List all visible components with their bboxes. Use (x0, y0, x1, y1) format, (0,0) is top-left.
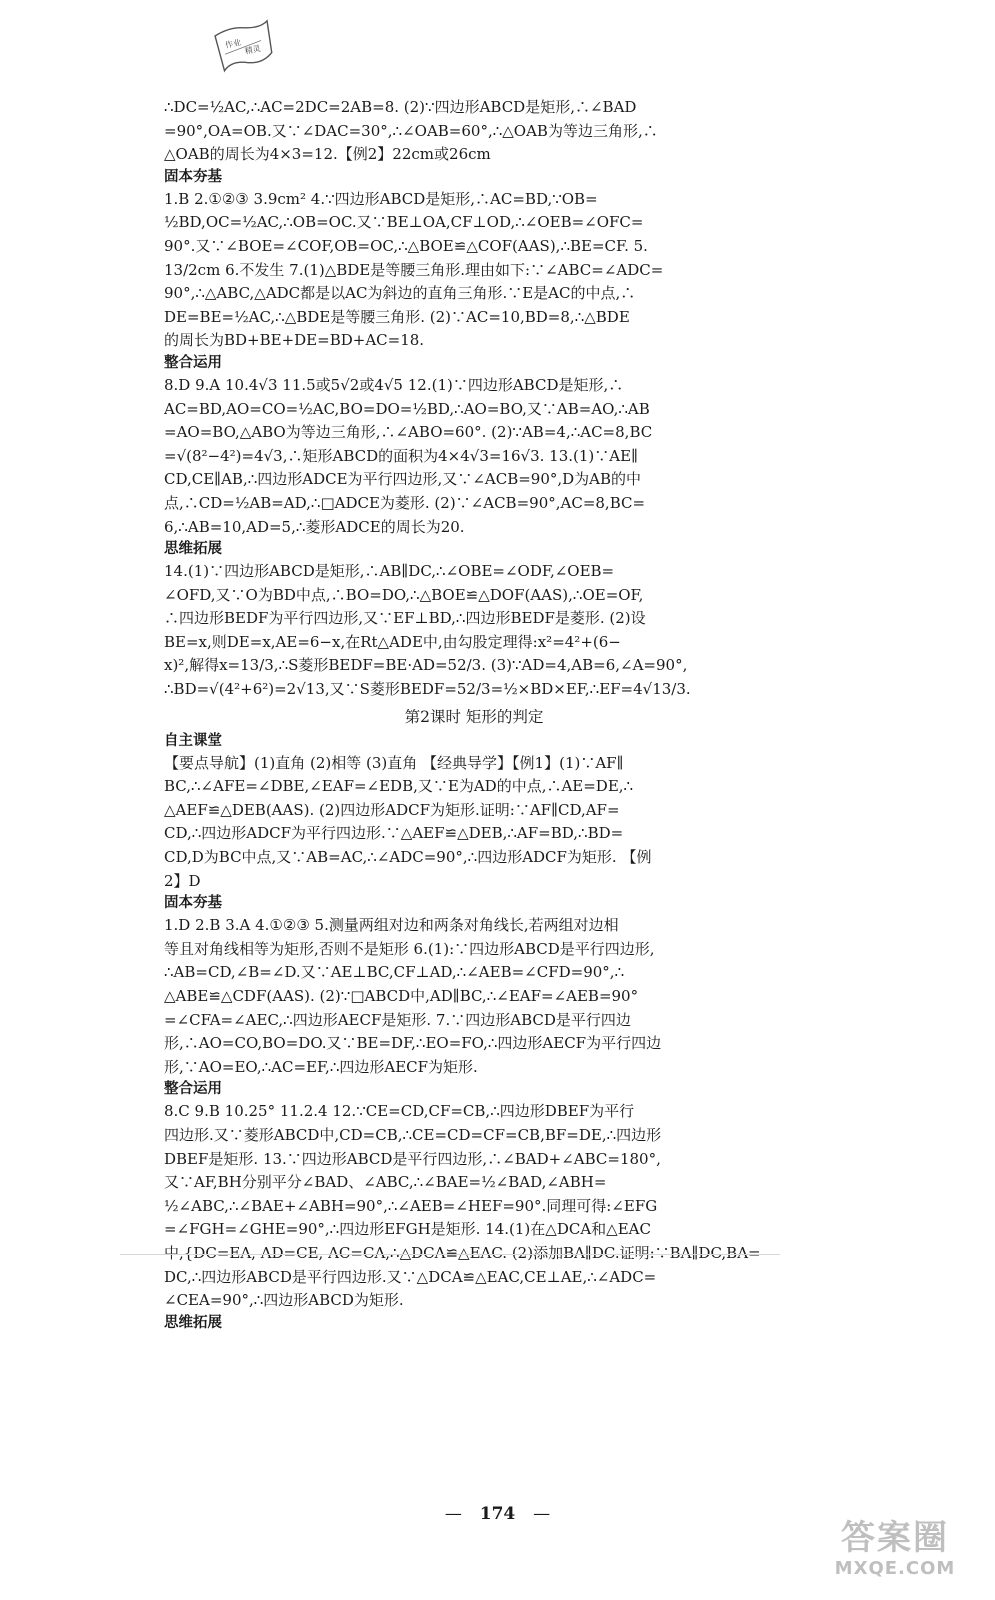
stamp-logo (210, 18, 280, 76)
watermark-url: MXQE.COM (834, 1558, 956, 1579)
answer-line: 2】D (164, 871, 201, 890)
answer-line: CD,CE∥AB,∴四边形ADCE为平行四边形,又∵∠ACB=90°,D为AB的中 (164, 470, 642, 489)
answer-line: DC,∴四边形ABCD是平行四边形.又∵△DCA≌△EAC,CE⊥AE,∴∠ADC= (164, 1267, 657, 1286)
answer-line: 形,∵AO=EO,∴AC=EF,∴四边形AECF为矩形. (164, 1057, 478, 1076)
page-number: 174 (479, 1504, 516, 1524)
answer-line: 又∵AF,BH分别平分∠BAD、∠ABC,∴∠BAE=½∠BAD,∠ABH= (164, 1173, 607, 1192)
answer-line: =√(8²−4²)=4√3,∴矩形ABCD的面积为4×4√3=16√3. 13.(1)∵AE∥ (164, 446, 638, 465)
answer-line: △AEF≌△DEB(AAS). (2)四边形ADCF为矩形.证明:∵AF∥CD,AF= (164, 800, 620, 819)
answer-line: CD,D为BC中点,又∵AB=AC,∴∠ADC=90°,∴四边形ADCF为矩形. 【例 (164, 848, 652, 867)
answer-line: =∠FGH=∠GHE=90°,∴四边形EFGH是矩形. 14.(1)在△DCA和△EAC (164, 1220, 651, 1239)
answer-line: ½BD,OC=½AC,∴OB=OC.又∵BE⊥OA,CF⊥OD,∴∠OEB=∠OFC= (164, 213, 644, 232)
answer-line: 中,{DC=EA, AD=CE, AC=CA,∴△DCA≌△EAC. (2)添加BA∥DC.证明:∵BA∥DC,BA= (164, 1243, 761, 1262)
answer-paragraph (164, 1100, 784, 1312)
answer-paragraph (164, 374, 784, 539)
answer-line: 90°,∴△ABC,△ADC都是以AC为斜边的直角三角形.∵E是AC的中点,∴ (164, 284, 636, 303)
answer-line: 等且对角线相等为矩形,否则不是矩形 6.(1):∵四边形ABCD是平行四边形, (164, 939, 655, 958)
section-heading: 思维拓展 (164, 1314, 222, 1331)
answer-paragraph (164, 560, 784, 702)
answer-line: BC,∴∠AFE=∠DBE,∠EAF=∠EDB,又∵E为AD的中点,∴AE=DE,∴ (164, 777, 634, 796)
answer-line: ∴BD=√(4²+6²)=2√13,又∵S菱形BEDF=52/3=½×BD×EF,∴EF=4√13/3. (164, 680, 691, 699)
footer-dash-right: — (533, 1504, 551, 1524)
answer-line: 形,∴AO=CO,BO=DO.又∵BE=DF,∴EO=FO,∴四边形AECF为平行四边 (164, 1034, 662, 1053)
footer-dash-left: — (444, 1504, 462, 1524)
answer-line: ½∠ABC,∴∠BAE+∠ABH=90°,∴∠AEB=∠HEF=90°.同理可得:∠EFG (164, 1196, 658, 1215)
answer-line: 【要点导航】(1)直角 (2)相等 (3)直角 【经典导学】【例1】(1)∵AF∥ (164, 753, 624, 772)
answer-line: △ABE≌△CDF(AAS). (2)∵□ABCD中,AD∥BC,∴∠EAF=∠AEB=90° (164, 987, 639, 1005)
section-heading: 整合运用 (164, 1081, 222, 1098)
watermark-logo (820, 1518, 970, 1588)
answer-line: ∴AB=CD,∠B=∠D.又∵AE⊥BC,CF⊥AD,∴∠AEB=∠CFD=90°,∴ (164, 963, 625, 982)
answer-line: 的周长为BD+BE+DE=BD+AC=18. (164, 331, 425, 350)
answer-line: 90°.又∵∠BOE=∠COF,OB=OC,∴△BOE≌△COF(AAS),∴BE=CF. 5. (164, 236, 648, 255)
lesson-title: 第2课时 矩形的判定 (404, 707, 544, 726)
section-heading: 固本夯基 (164, 895, 222, 912)
answer-line: DBEF是矩形. 13.∵四边形ABCD是平行四边形,∴∠BAD+∠ABC=180°, (164, 1149, 661, 1168)
section-heading: 自主课堂 (164, 732, 222, 749)
answer-line: 8.D 9.A 10.4√3 11.5或5√2或4√5 12.(1)∵四边形ABCD是矩形,∴ (164, 375, 624, 394)
answer-paragraph (164, 752, 784, 894)
answer-line: 13/2cm 6.不发生 7.(1)△BDE是等腰三角形.理由如下:∵∠ABC=∠ADC= (164, 260, 664, 279)
answer-paragraph (164, 914, 784, 1079)
answer-line: DE=BE=½AC,∴△BDE是等腰三角形. (2)∵AC=10,BD=8,∴△BDE (164, 307, 630, 326)
answer-line: =90°,OA=OB.又∵∠DAC=30°,∴∠OAB=60°,∴△OAB为等边三角形,∴ (164, 121, 658, 140)
answer-line: 6,∴AB=10,AD=5,∴菱形ADCE的周长为20. (164, 517, 465, 536)
answer-line: CD,∴四边形ADCF为平行四边形.∵△AEF≌△DEB,∴AF=BD,∴BD= (164, 824, 624, 843)
section-heading: 思维拓展 (164, 541, 222, 558)
answer-line: 14.(1)∵四边形ABCD是矩形,∴AB∥DC,∴∠OBE=∠ODF,∠OEB= (164, 562, 615, 581)
section-heading: 固本夯基 (164, 168, 222, 185)
answer-line: AC=BD,AO=CO=½AC,BO=DO=½BD,∴AO=BO,又∵AB=AO,∴AB (164, 399, 650, 418)
svg-text:作业: 作业 (224, 37, 242, 50)
answer-line: 1.D 2.B 3.A 4.①②③ 5.测量两组对边和两条对角线长,若两组对边相 (164, 916, 619, 935)
scan-line-artifact (120, 1254, 780, 1255)
answer-line: 1.B 2.①②③ 3.9cm² 4.∵四边形ABCD是矩形,∴AC=BD,∵OB= (164, 189, 598, 208)
answer-paragraph (164, 188, 784, 353)
svg-text:精灵: 精灵 (244, 43, 262, 57)
answer-line: 点,∴CD=½AB=AD,∴□ADCE为菱形. (2)∵∠ACB=90°,AC=8,BC= (164, 493, 646, 512)
answer-line: ∴DC=½AC,∴AC=2DC=2AB=8. (2)∵四边形ABCD是矩形,∴∠BAD (164, 98, 637, 116)
answer-line: 四边形.又∵菱形ABCD中,CD=CB,∴CE=CD=CF=CB,BF=DE,∴四边形 (164, 1125, 662, 1144)
answer-paragraph (164, 96, 784, 167)
answer-line: △OAB的周长为4×3=12.【例2】22cm或26cm (164, 145, 491, 164)
watermark-text: 答案圈 (841, 1518, 949, 1558)
answer-line: =AO=BO,△ABO为等边三角形,∴∠ABO=60°. (2)∵AB=4,∴AC=8,BC (164, 423, 653, 442)
answer-line: ∴四边形BEDF为平行四边形,又∵EF⊥BD,∴四边形BEDF是菱形. (2)设 (164, 609, 646, 628)
answer-content (164, 96, 784, 1334)
answer-line: 8.C 9.B 10.25° 11.2.4 12.∵CE=CD,CF=CB,∴四边形DBEF为平行 (164, 1102, 635, 1121)
answer-line: ∠OFD,又∵O为BD中点,∴BO=DO,∴△BOE≌△DOF(AAS),∴OE=OF, (164, 585, 644, 604)
section-heading: 整合运用 (164, 354, 222, 371)
answer-line: =∠CFA=∠AEC,∴四边形AECF是矩形. 7.∵四边形ABCD是平行四边 (164, 1010, 631, 1029)
answer-line: BE=x,则DE=x,AE=6−x,在Rt△ADE中,由勾股定理得:x²=4²+(6− (164, 632, 621, 651)
answer-line: ∠CEA=90°,∴四边形ABCD为矩形. (164, 1291, 404, 1310)
answer-line: x)²,解得x=13/3,∴S菱形BEDF=BE·AD=52/3. (3)∵AD=4,AB=6,∠A=90°, (164, 656, 688, 675)
